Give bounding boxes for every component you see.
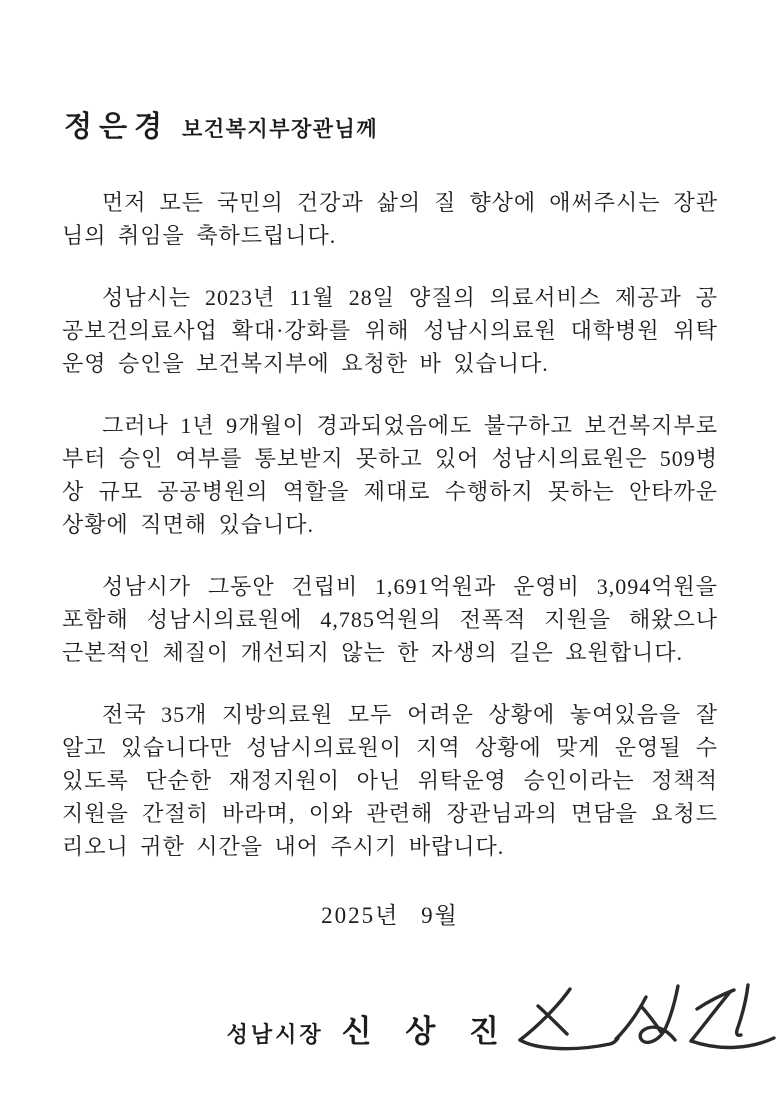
paragraph-current-situation: 그러나 1년 9개월이 경과되었음에도 불구하고 보건복지부로부터 승인 여부를 통보받지 못하고 있어 성남시의료원은 509병상 규모 공공병원의 역할을 제대로 수행하지 못하는 안타까운 상황에 직면해 있습니다. bbox=[62, 413, 718, 537]
paragraph-appeal: 전국 35개 지방의료원 모두 어려운 상황에 놓여있음을 잘 알고 있습니다만 성남시의료원이 지역 상황에 맞게 운영될 수 있도록 단순한 재정지원이 아닌 위탁운영 승인이라는 정책적 지원을 간절히 바라며, 이와 관련해 장관님과의 면담을 요청드리오니 귀한 시간을 내어 주시기 바랍니다. bbox=[62, 702, 718, 859]
sender-name: 신 상 진 bbox=[341, 1014, 504, 1049]
paragraph-funding: 성남시가 그동안 건립비 1,691억원과 운영비 3,094억원을 포함해 성남시의료원에 4,785억원의 전폭적 지원을 해왔으나 근본적인 체질이 개선되지 않는 한 자생의 길은 요원합니다. bbox=[62, 574, 718, 665]
signature-row bbox=[62, 970, 776, 1051]
handwritten-signature bbox=[508, 983, 776, 1055]
recipient-title-suffix: 보건복지부장관님께 bbox=[182, 117, 379, 141]
recipient-name: 정은경 bbox=[64, 111, 170, 143]
sender-title: 성남시장 bbox=[226, 1022, 324, 1047]
letter-date: 2025년 9월 bbox=[321, 903, 459, 928]
recipient-line bbox=[62, 0, 718, 145]
paragraph-greeting: 먼저 모든 국민의 건강과 삶의 질 향상에 애써주시는 장관님의 취임을 축하드립니다. bbox=[62, 190, 718, 248]
paragraph-request-history: 성남시는 2023년 11월 28일 양질의 의료서비스 제공과 공공보건의료사업 확대·강화를 위해 성남시의료원 대학병원 위탁운영 승인을 보건복지부에 요청한 바 있습니다. bbox=[62, 285, 718, 376]
